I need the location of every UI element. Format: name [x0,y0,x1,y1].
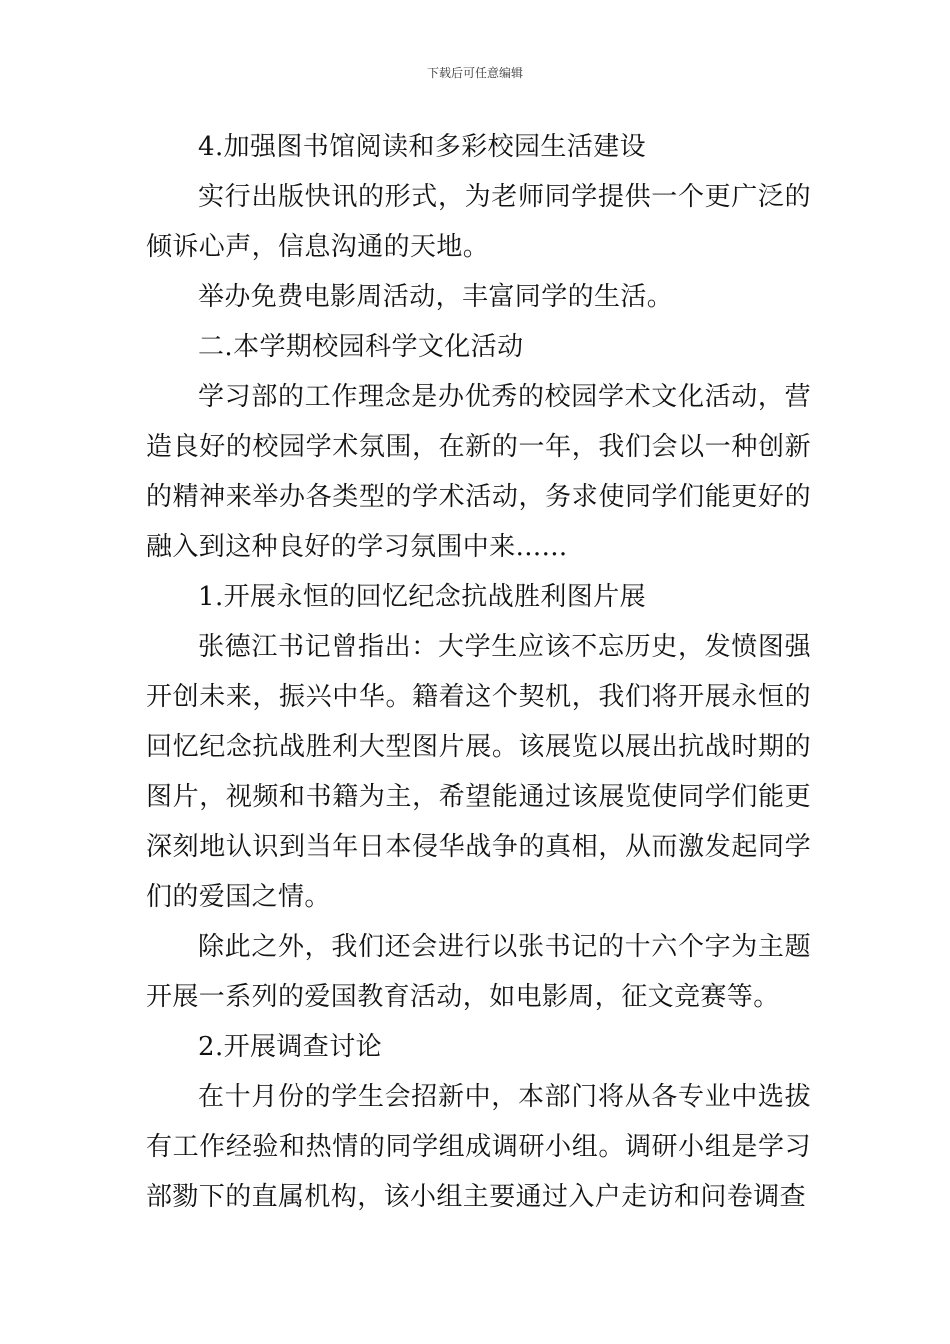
section-heading-2: 二.本学期校园科学文化活动 [198,332,524,362]
paragraph-study-dept-concept: 学习部的工作理念是办优秀的校园学术文化活动，营造良好的校园学术氛围，在新的一年，我们会以一种创新的精神来举办各类型的学术活动，务求使同学们能更好的融入到这种良好的学习氛围中来...... [146,382,811,562]
paragraph-film-week: 举办免费电影周活动，丰富同学的生活。 [198,282,674,312]
page-header-note: 下载后可任意编辑 [426,66,523,80]
heading-1-photo-exhibition: 1.开展永恒的回忆纪念抗战胜利图片展 [198,582,647,612]
document-body [146,122,811,1222]
paragraph-research-group: 在十月份的学生会招新中，本部门将从各专业中选拔有工作经验和热情的同学组成调研小组。调研小组是学习部勠下的直属机构，该小组主要通过入户走访和问卷调查 [146,1082,811,1212]
paragraph-newsletter: 实行出版快讯的形式，为老师同学提供一个更广泛的倾诉心声，信息沟通的天地。 [146,182,811,262]
heading-2-survey-discussion: 2.开展调查讨论 [198,1032,383,1062]
paragraph-patriotic-activities: 除此之外，我们还会进行以张书记的十六个字为主题开展一系列的爱国教育活动，如电影周，征文竞赛等。 [146,932,811,1012]
paragraph-exhibition-details: 张德江书记曾指出：大学生应该不忘历史，发愤图强开创未来，振兴中华。籍着这个契机，我们将开展永恒的回忆纪念抗战胜利大型图片展。该展览以展出抗战时期的图片，视频和书籍为主，希望能通过该展览使同学们能更深刻地认识到当年日本侵华战争的真相，从而激发起同学们的爱国之情。 [146,632,811,912]
heading-4-library-reading: 4.加强图书馆阅读和多彩校园生活建设 [198,132,647,162]
